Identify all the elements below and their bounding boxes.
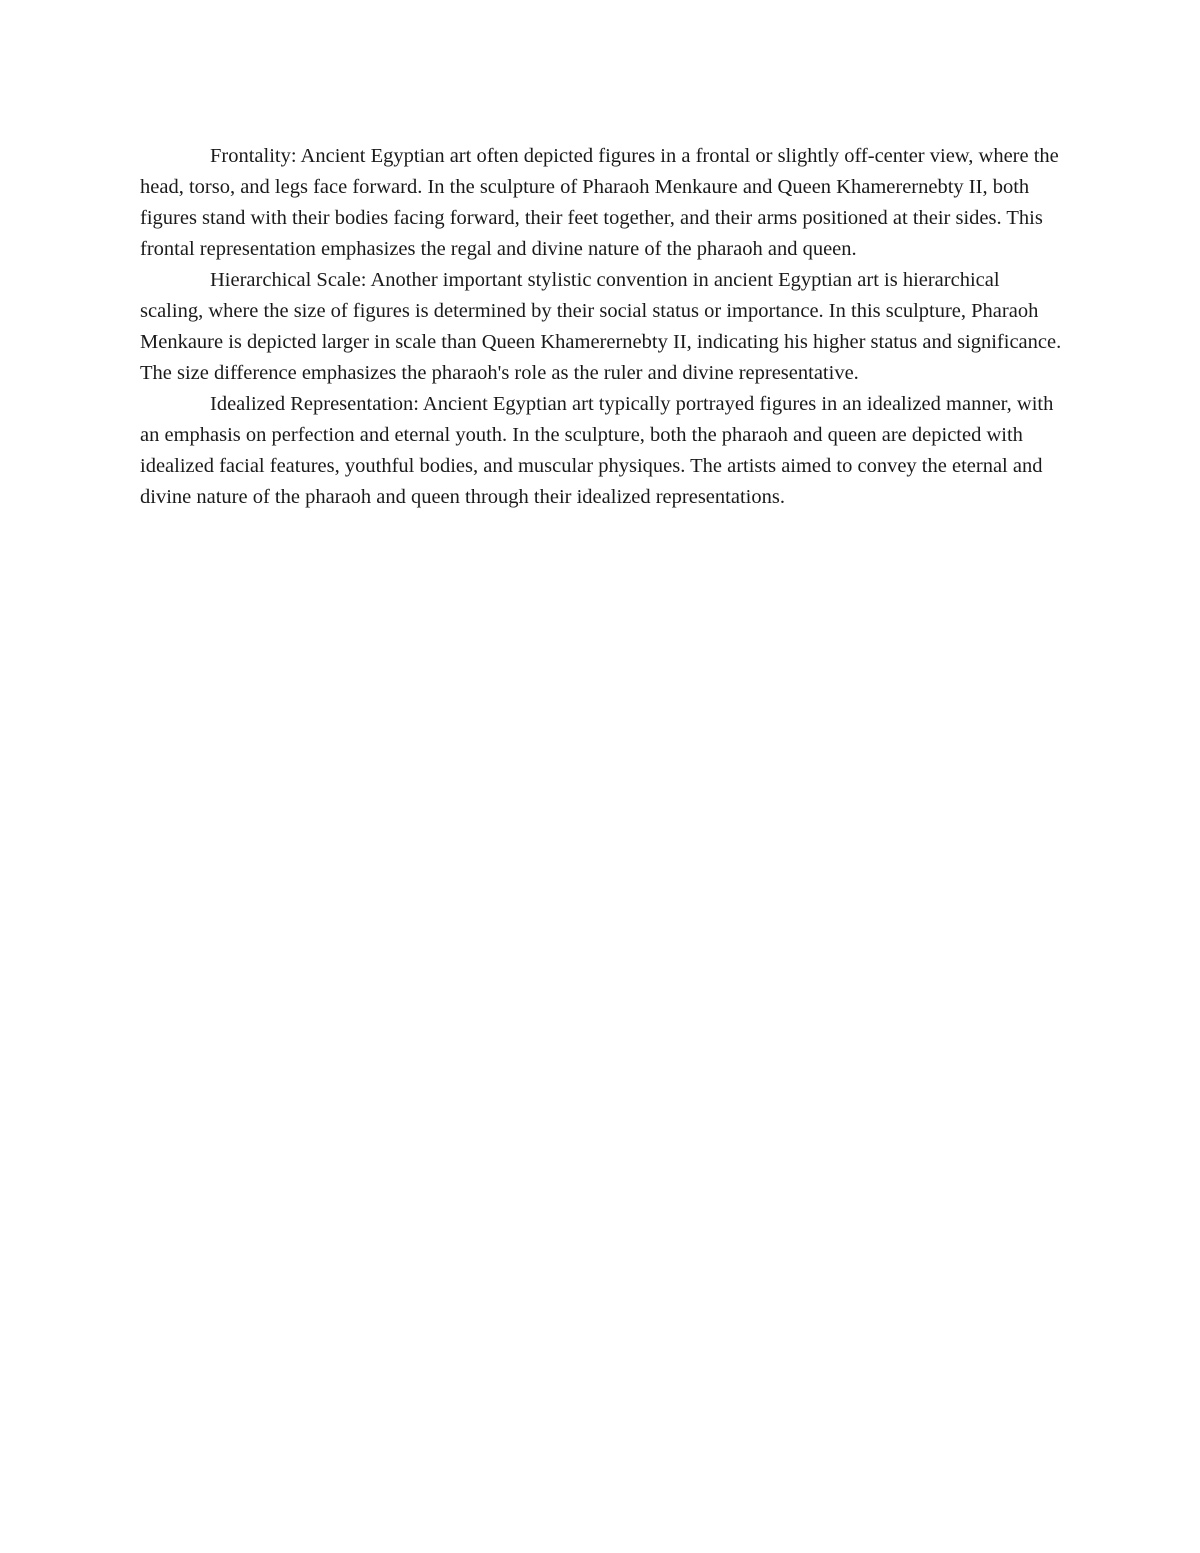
paragraph-frontality: Frontality: Ancient Egyptian art often depicted figures in a frontal or slightly off-center view, where the head, torso, and legs face forward. In the sculpture of Pharaoh Menkaure and Queen Khamerernebty II, both figures stand with their bodies facing forward, their feet together, and their arms positioned at their sides. This frontal representation emphasizes the regal and divine nature of the pharaoh and queen.	[140, 145, 1059, 260]
paragraph-idealized-representation: Idealized Representation: Ancient Egyptian art typically portrayed figures in an idealized manner, with an emphasis on perfection and eternal youth. In the sculpture, both the pharaoh and queen are depicted with idealized facial features, youthful bodies, and muscular physiques. The artists aimed to convey the eternal and divine nature of the pharaoh and queen through their idealized representations.	[140, 393, 1054, 508]
document-body	[140, 141, 1065, 513]
paragraph-hierarchical-scale: Hierarchical Scale: Another important stylistic convention in ancient Egyptian art is hierarchical scaling, where the size of figures is determined by their social status or importance. In this sculpture, Pharaoh Menkaure is depicted larger in scale than Queen Khamerernebty II, indicating his higher status and significance. The size difference emphasizes the pharaoh's role as the ruler and divine representative.	[140, 269, 1062, 384]
